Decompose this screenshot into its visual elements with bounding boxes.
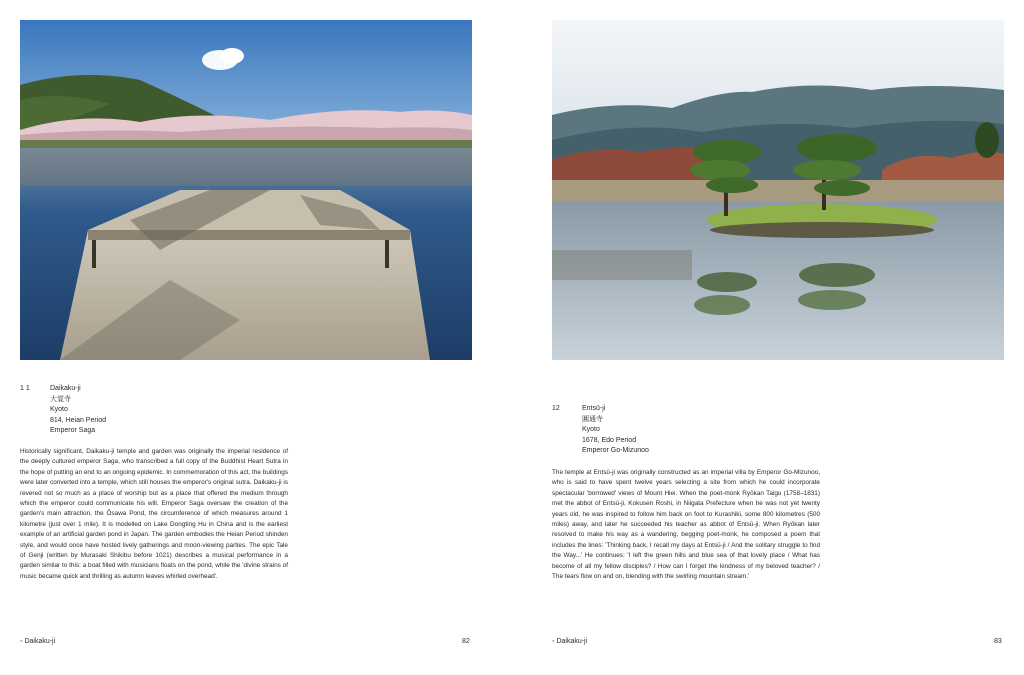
right-page [512,0,1024,675]
date-period: 1678, Edo Period [582,436,637,444]
temple-name-japanese: 大覚寺 [50,395,71,403]
temple-name-japanese: 圓通寺 [582,415,603,423]
right-caption [552,404,752,464]
right-running-footer [552,638,587,645]
left-caption [20,384,220,444]
date-period: 814, Heian Period [50,416,107,424]
location: Kyoto [50,406,68,413]
patron: Emperor Go-Mizunoo [582,447,649,454]
temple-name: Daikaku-ji [50,385,81,392]
location: Kyoto [582,426,600,433]
entsuji-pond-photo [552,20,1004,360]
footer-title: Daikaku-ji [556,638,588,645]
footer-bullet: ◦ [552,638,557,645]
footer-title: Daikaku-ji [24,638,56,645]
plate-number: 12 [552,405,560,412]
left-body-text: Historically significant, Daikaku-ji temple and garden was originally the imperial residence of the deeply cultured emperor Saga, who transcribed a full copy of the Buddhist Heart Sutra in the hope of putting an end to an ongoing epidemic. In commemoration of this act, the buildings were later converted into a temple, which still houses the emperor's original sutra. Daikaku-ji is revered not so much as a place of worship but as a place that offered the medium through which the emperor could communicate his will. Emperor Saga oversaw the creation of the garden's main attraction, the Ōsawa Pond, the circumference of which measures around 1 kilometre (just over 1 mile). It is modelled on Lake Dongting Hu in China and is the earliest example of an artificial garden pond in Japan. The garden embodies the Heian Period shinden style, and would once have hosted lively gatherings and moon-viewing parties. The epic Tale of Genji (written by Murasaki Shikibu before 1021) describes a musical performance in a garden similar to this: a boat filled with musicians floats on the pond, while the 'divine strains of music became quick and thrilling as autumn leaves whirled overhead'. [20,448,288,580]
right-page-number: 83 [994,638,1002,645]
left-running-footer [20,638,55,645]
plate-number: 1 1 [20,385,30,392]
left-page-number: 82 [462,638,470,645]
temple-name: Entsū-ji [582,405,606,412]
footer-bullet: ◦ [20,638,25,645]
right-body-text: The temple at Entsū-ji was originally constructed as an imperial villa by Emperor Go-Mizunoo, who is said to have spent twelve years selecting a site from which he could incorporate spectacular 'borrowed' views of Mount Hiei. When the poet-monk Ryōkan Taigu (1758–1831) met the abbot of Entsū-ji, Kokusen Roshi, in Niigata Prefecture when he was not yet twenty years old, he was inspired to follow him back on foot to Kurashiki, some 800 kilometres (500 miles) away, and later he succeeded his teacher as abbot of Entsū-ji. When Ryōkan later resolved to make his way as a wandering, begging poet-monk, he composed a poem that includes the lines: 'Thinking back, I recall my days at Entsū-ji / And the solitary struggle to find the Way...' He continues: 'I left the green hills and blue sea of that lovely place / What has become of all my fellow disciples? / How can I forget the kindness of my beloved teacher? / The tears flow on and on, blending with the swirling mountain stream.' [552,469,820,581]
patron: Emperor Saga [50,427,96,434]
daikakuji-pond-photo [20,20,472,360]
